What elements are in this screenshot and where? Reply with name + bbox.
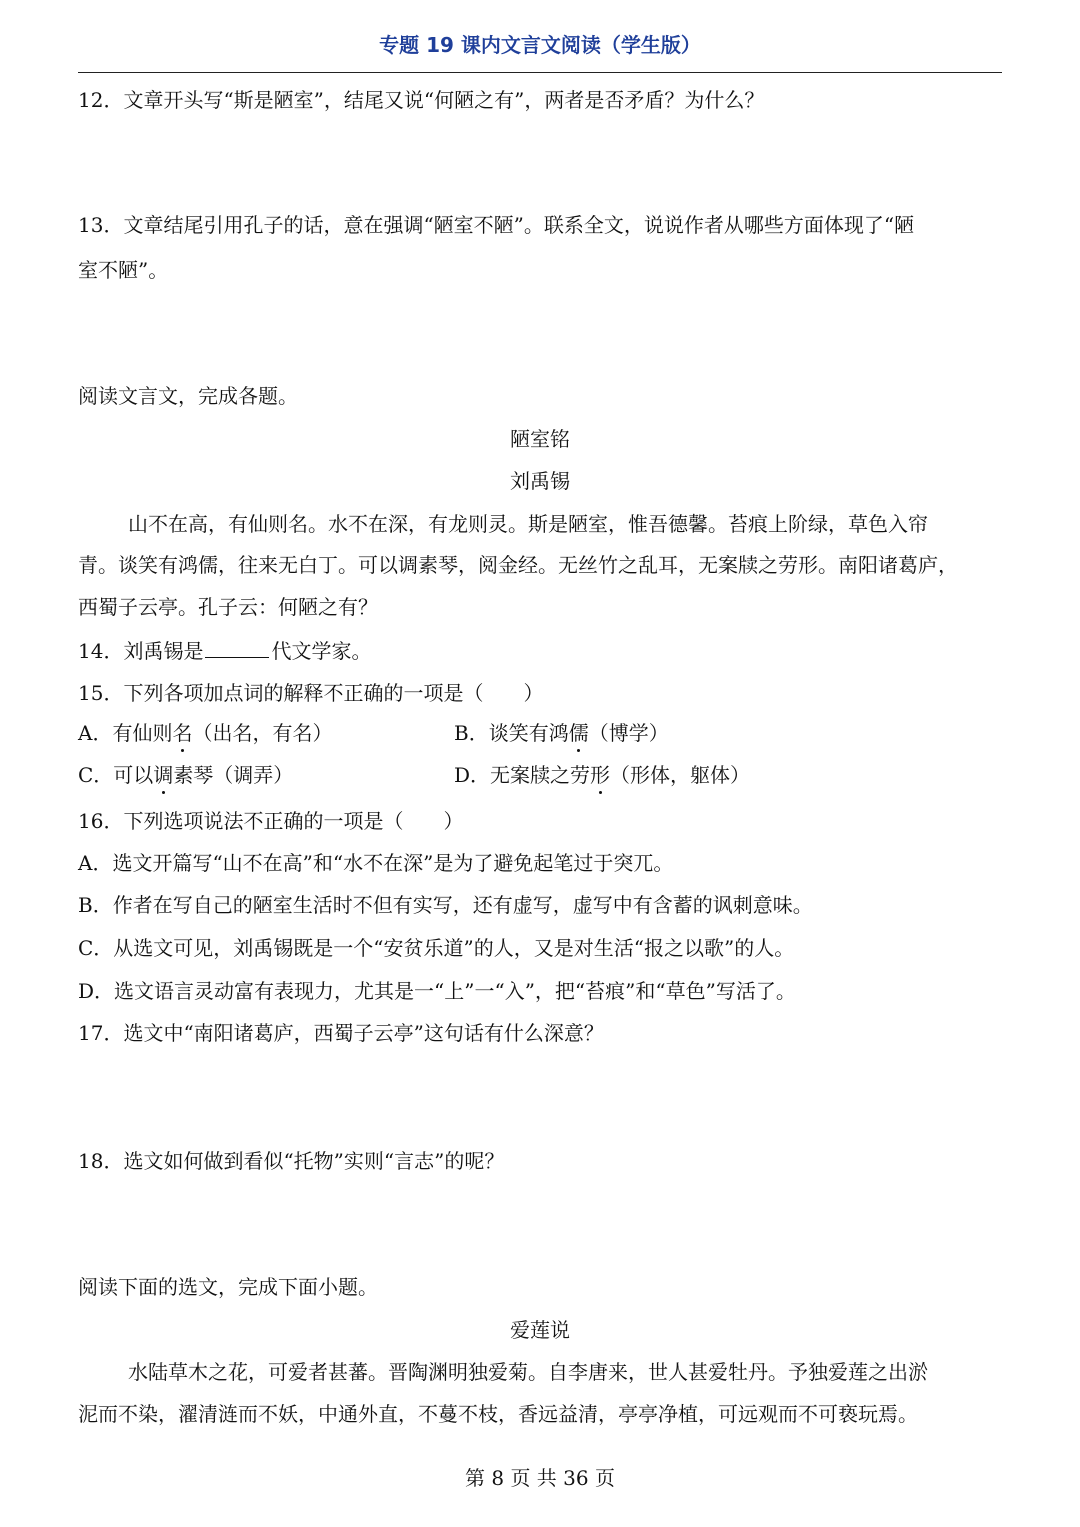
question-14 — [78, 637, 371, 665]
question-15-option-d — [454, 761, 750, 789]
question-18: 18．选文如何做到看似“托物”实则“言志”的呢？ — [78, 1149, 505, 1173]
option-d-dotted-word: 形 — [590, 763, 611, 787]
question-16-option-c: C．从选文可见，刘禹锡既是一个“安贫乐道”的人，又是对生活“报之以歌”的人。 — [78, 936, 795, 960]
section1-passage-line-2: 青。谈笑有鸿儒，往来无白丁。可以调素琴，阅金经。无丝竹之乱耳，无案牍之劳形。南阳诸葛庐， — [78, 553, 958, 577]
section1-title: 陋室铭 — [510, 427, 570, 451]
page-header — [78, 30, 1002, 73]
section2-title: 爱莲说 — [510, 1318, 570, 1342]
page-footer: 第 8 页 共 36 页 — [465, 1466, 615, 1490]
fill-blank — [205, 637, 269, 658]
question-15-option-b — [454, 719, 669, 747]
question-17: 17．选文中“南阳诸葛庐，西蜀子云亭”这句话有什么深意？ — [78, 1021, 604, 1045]
option-a-post: （出名，有名） — [192, 721, 333, 745]
option-b-pre: B．谈笑有鸿 — [454, 721, 569, 745]
question-15-option-a — [78, 719, 332, 747]
option-a-pre: A．有仙则 — [78, 721, 173, 745]
question-12: 12．文章开头写“斯是陋室”，结尾又说“何陋之有”，两者是否矛盾？为什么？ — [78, 88, 765, 112]
option-c-post: 素琴（调弄） — [173, 763, 294, 787]
question-15-option-c — [78, 761, 293, 789]
question-16-option-d: D．选文语言灵动富有表现力，尤其是一“上”一“入”，把“苔痕”和“草色”写活了。 — [78, 979, 796, 1003]
question-16-option-b: B．作者在写自己的陋室生活时不但有实写，还有虚写，虚写中有含蓄的讽刺意味。 — [78, 893, 813, 917]
option-c-dotted-word: 调 — [153, 763, 174, 787]
option-d-pre: D．无案牍之劳 — [454, 763, 591, 787]
section2-passage-line-2: 泥而不染，濯清涟而不妖，中通外直，不蔓不枝，香远益清，亭亭净植，可远观而不可亵玩焉。 — [78, 1402, 918, 1426]
section1-author: 刘禹锡 — [510, 469, 570, 493]
question-13-line-2: 室不陋”。 — [78, 258, 169, 282]
header-title: 专题 19 课内文言文阅读（学生版） — [379, 33, 701, 57]
section2-passage-line-1: 水陆草木之花，可爱者甚蕃。晋陶渊明独爱菊。自李唐来，世人甚爱牡丹。予独爱莲之出淤 — [128, 1360, 928, 1384]
question-16-stem: 16．下列选项说法不正确的一项是（ ） — [78, 809, 464, 833]
section1-intro: 阅读文言文，完成各题。 — [78, 384, 298, 408]
question-16-option-a: A．选文开篇写“山不在高”和“水不在深”是为了避免起笔过于突兀。 — [78, 851, 674, 875]
option-a-dotted-word: 名 — [172, 721, 193, 745]
section1-passage-line-1: 山不在高，有仙则名。水不在深，有龙则灵。斯是陋室，惟吾德馨。苔痕上阶绿，草色入帘 — [128, 512, 928, 536]
question-15-stem: 15．下列各项加点词的解释不正确的一项是（ ） — [78, 681, 544, 705]
question-14-before: 14．刘禹锡是 — [78, 639, 204, 663]
option-b-dotted-word: 儒 — [568, 721, 589, 745]
section1-passage-line-3: 西蜀子云亭。孔子云：何陋之有？ — [78, 595, 378, 619]
question-14-after: 代文学家。 — [271, 639, 372, 663]
option-c-pre: C．可以 — [78, 763, 154, 787]
option-d-post: （形体，躯体） — [610, 763, 751, 787]
option-b-post: （博学） — [588, 721, 669, 745]
question-13-line-1: 13．文章结尾引用孔子的话，意在强调“陋室不陋”。联系全文，说说作者从哪些方面体现了“陋 — [78, 213, 915, 237]
section2-intro: 阅读下面的选文，完成下面小题。 — [78, 1275, 378, 1299]
